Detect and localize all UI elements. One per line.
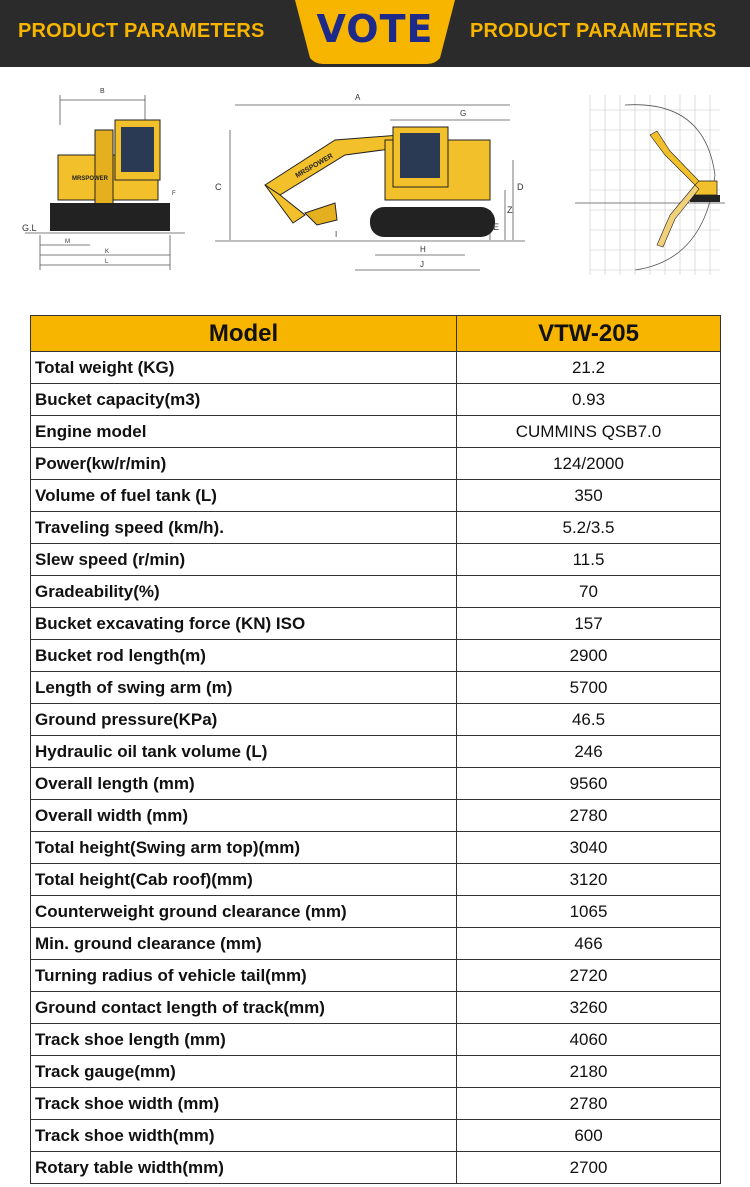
spec-label: Length of swing arm (m) bbox=[31, 672, 457, 704]
working-range-diagram bbox=[565, 85, 730, 295]
table-row bbox=[31, 544, 721, 576]
spec-value: 3260 bbox=[457, 992, 721, 1024]
table-header-row bbox=[31, 316, 721, 352]
spec-value: 2900 bbox=[457, 640, 721, 672]
table-row bbox=[31, 608, 721, 640]
table-row bbox=[31, 992, 721, 1024]
front-label-b: B bbox=[100, 88, 105, 95]
spec-value: 350 bbox=[457, 480, 721, 512]
spec-value: 11.5 bbox=[457, 544, 721, 576]
table-row bbox=[31, 768, 721, 800]
front-brand: MRSPOWER bbox=[72, 176, 108, 182]
side-label-e: E bbox=[493, 222, 500, 232]
spec-label: Gradeability(%) bbox=[31, 576, 457, 608]
table-row bbox=[31, 800, 721, 832]
spec-label: Bucket rod length(m) bbox=[31, 640, 457, 672]
spec-label: Volume of fuel tank (L) bbox=[31, 480, 457, 512]
spec-label: Track shoe width (mm) bbox=[31, 1088, 457, 1120]
table-row bbox=[31, 896, 721, 928]
spec-label: Slew speed (r/min) bbox=[31, 544, 457, 576]
table-row bbox=[31, 512, 721, 544]
spec-value: 2180 bbox=[457, 1056, 721, 1088]
spec-value: 2720 bbox=[457, 960, 721, 992]
side-view-diagram bbox=[205, 85, 535, 280]
spec-label: Hydraulic oil tank volume (L) bbox=[31, 736, 457, 768]
header-right-label: PRODUCT PARAMETERS bbox=[470, 20, 717, 42]
spec-label: Engine model bbox=[31, 416, 457, 448]
spec-label: Bucket capacity(m3) bbox=[31, 384, 457, 416]
spec-label: Overall length (mm) bbox=[31, 768, 457, 800]
spec-value: 3120 bbox=[457, 864, 721, 896]
spec-label: Min. ground clearance (mm) bbox=[31, 928, 457, 960]
side-label-c: C bbox=[215, 182, 222, 192]
spec-label: Total height(Swing arm top)(mm) bbox=[31, 832, 457, 864]
spec-label: Overall width (mm) bbox=[31, 800, 457, 832]
spec-value: 157 bbox=[457, 608, 721, 640]
brand-logo: VOTE bbox=[316, 7, 434, 51]
spec-value: 600 bbox=[457, 1120, 721, 1152]
spec-value: 246 bbox=[457, 736, 721, 768]
spec-value: 466 bbox=[457, 928, 721, 960]
spec-value: 2780 bbox=[457, 800, 721, 832]
header-model-value: VTW-205 bbox=[457, 316, 721, 352]
table-row bbox=[31, 1088, 721, 1120]
front-view-diagram bbox=[20, 85, 190, 280]
spec-value: 5700 bbox=[457, 672, 721, 704]
side-label-i: I bbox=[335, 230, 338, 239]
dimension-diagrams bbox=[0, 85, 750, 295]
table-row bbox=[31, 928, 721, 960]
table-row bbox=[31, 672, 721, 704]
header-left-label: PRODUCT PARAMETERS bbox=[18, 20, 265, 42]
table-row bbox=[31, 384, 721, 416]
header-banner bbox=[0, 0, 750, 67]
side-label-z: Z bbox=[507, 205, 513, 215]
spec-label: Track shoe width(mm) bbox=[31, 1120, 457, 1152]
spec-value: 5.2/3.5 bbox=[457, 512, 721, 544]
spec-value: 1065 bbox=[457, 896, 721, 928]
spec-label: Track gauge(mm) bbox=[31, 1056, 457, 1088]
spec-value: 124/2000 bbox=[457, 448, 721, 480]
spec-label: Total height(Cab roof)(mm) bbox=[31, 864, 457, 896]
spec-label: Turning radius of vehicle tail(mm) bbox=[31, 960, 457, 992]
table-row bbox=[31, 832, 721, 864]
table-row bbox=[31, 1120, 721, 1152]
table-row bbox=[31, 640, 721, 672]
spec-value: 9560 bbox=[457, 768, 721, 800]
spec-table-body bbox=[31, 352, 721, 1184]
table-row bbox=[31, 1024, 721, 1056]
table-row bbox=[31, 704, 721, 736]
side-label-a: A bbox=[355, 93, 361, 102]
front-label-gl: G.L bbox=[22, 223, 37, 233]
side-label-h: H bbox=[420, 245, 426, 254]
table-row bbox=[31, 576, 721, 608]
side-label-g: G bbox=[460, 109, 467, 118]
table-row bbox=[31, 864, 721, 896]
spec-label: Traveling speed (km/h). bbox=[31, 512, 457, 544]
spec-value: 2700 bbox=[457, 1152, 721, 1184]
table-row bbox=[31, 1056, 721, 1088]
spec-value: 0.93 bbox=[457, 384, 721, 416]
spec-table bbox=[30, 315, 721, 1184]
spec-label: Track shoe length (mm) bbox=[31, 1024, 457, 1056]
spec-value: 3040 bbox=[457, 832, 721, 864]
table-row bbox=[31, 448, 721, 480]
spec-value: 46.5 bbox=[457, 704, 721, 736]
table-row bbox=[31, 1152, 721, 1184]
side-label-d: D bbox=[517, 182, 524, 192]
table-row bbox=[31, 352, 721, 384]
table-row bbox=[31, 480, 721, 512]
spec-label: Ground contact length of track(mm) bbox=[31, 992, 457, 1024]
side-brand: MRSPOWER bbox=[294, 152, 335, 180]
spec-value: 70 bbox=[457, 576, 721, 608]
spec-label: Rotary table width(mm) bbox=[31, 1152, 457, 1184]
spec-label: Counterweight ground clearance (mm) bbox=[31, 896, 457, 928]
table-row bbox=[31, 736, 721, 768]
spec-value: 2780 bbox=[457, 1088, 721, 1120]
spec-label: Power(kw/r/min) bbox=[31, 448, 457, 480]
table-row bbox=[31, 960, 721, 992]
front-label-k: K bbox=[105, 249, 110, 255]
spec-value: CUMMINS QSB7.0 bbox=[457, 416, 721, 448]
table-row bbox=[31, 416, 721, 448]
spec-label: Bucket excavating force (KN) ISO bbox=[31, 608, 457, 640]
spec-value: 21.2 bbox=[457, 352, 721, 384]
front-label-l: L bbox=[105, 259, 109, 265]
front-label-f: F bbox=[172, 191, 176, 197]
spec-label: Total weight (KG) bbox=[31, 352, 457, 384]
spec-value: 4060 bbox=[457, 1024, 721, 1056]
header-model-label: Model bbox=[31, 316, 457, 352]
side-label-j: J bbox=[420, 260, 424, 269]
front-label-m: M bbox=[65, 239, 70, 245]
spec-label: Ground pressure(KPa) bbox=[31, 704, 457, 736]
logo-plate bbox=[295, 0, 455, 67]
